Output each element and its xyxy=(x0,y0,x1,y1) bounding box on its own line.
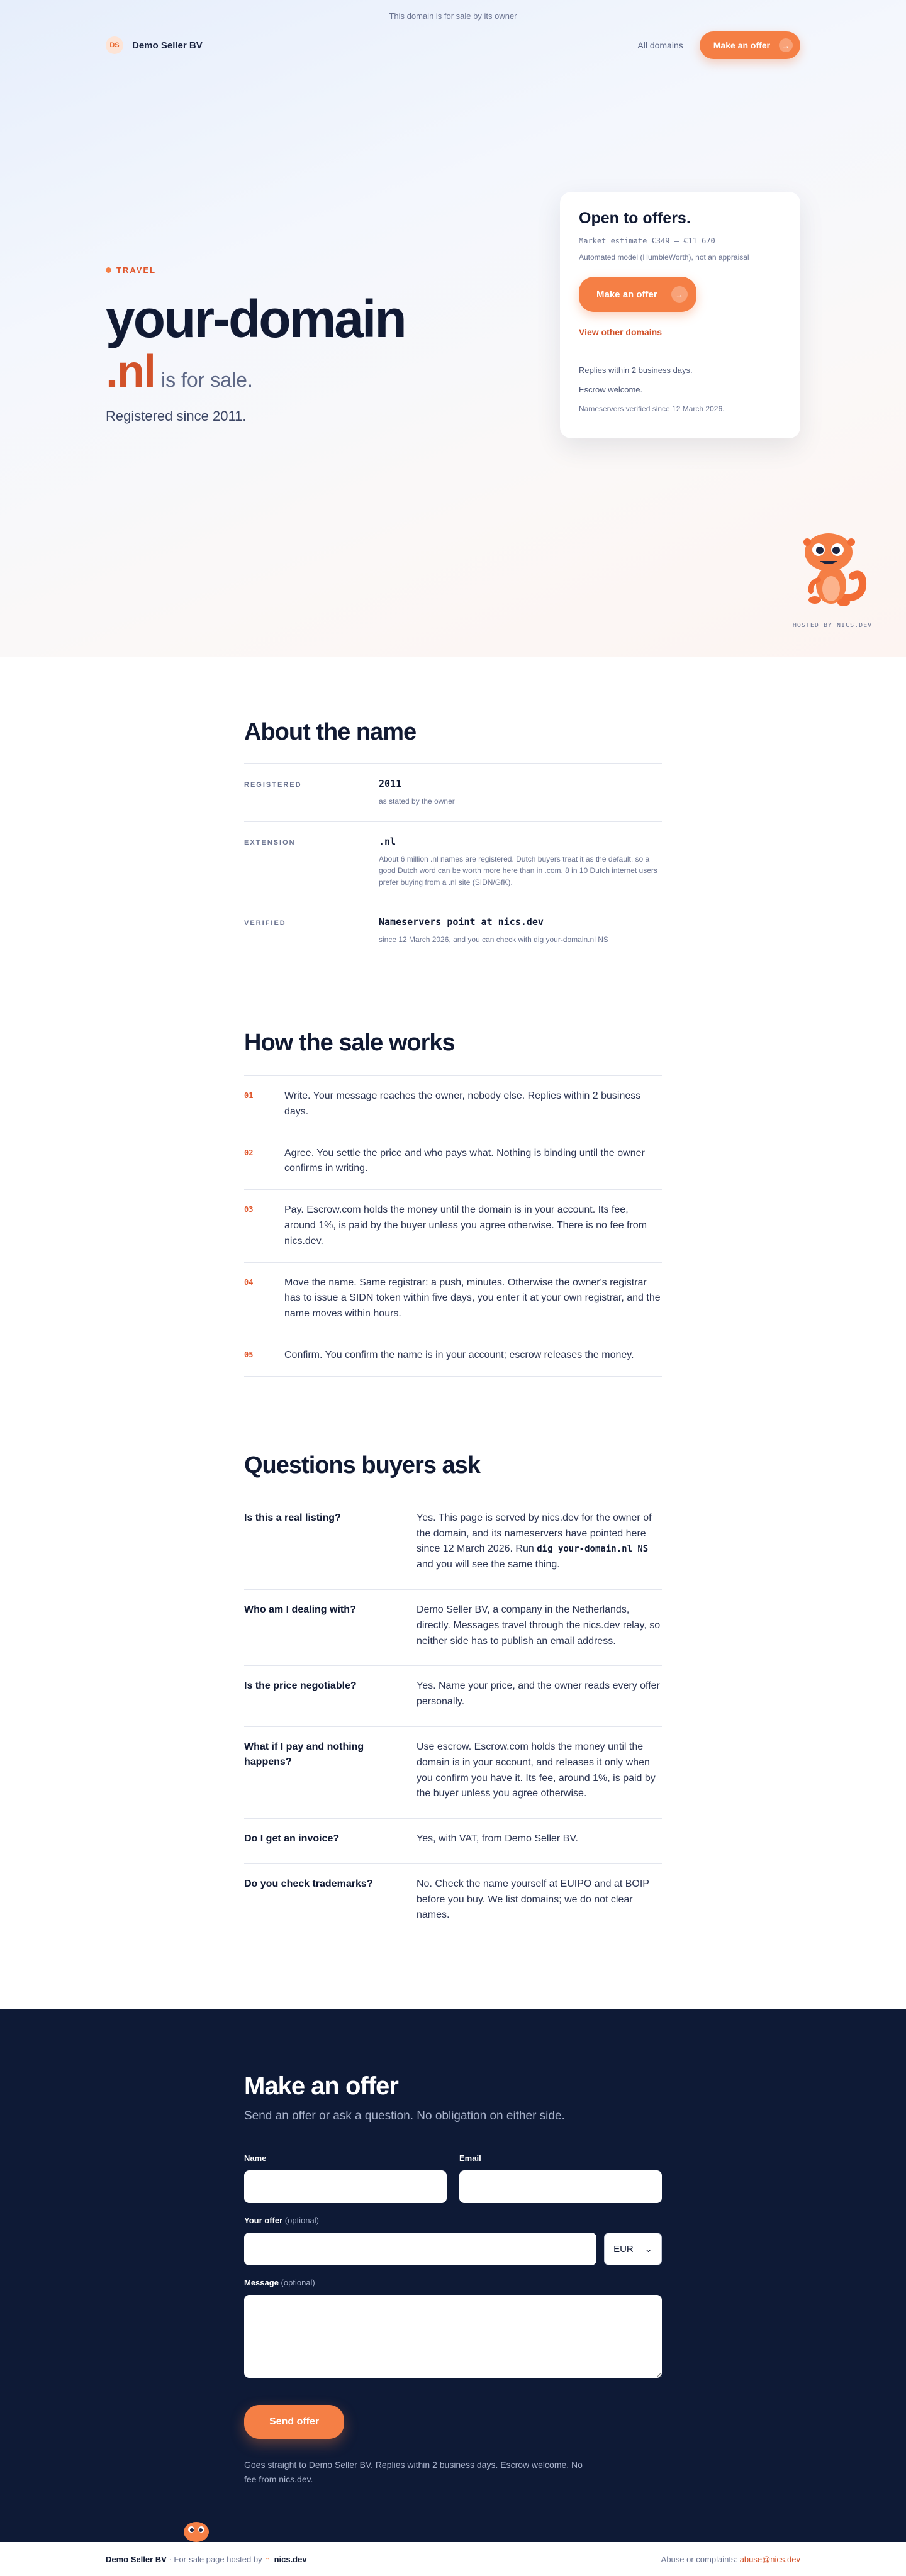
name-label: Name xyxy=(244,2153,267,2163)
offer-form-section xyxy=(0,2009,906,2542)
step-item xyxy=(244,1076,662,1133)
for-sale-text: is for sale. xyxy=(161,369,253,391)
about-label: EXTENSION xyxy=(244,838,296,847)
faq-item xyxy=(244,1819,662,1864)
offer-label-text: Your offer xyxy=(244,2216,283,2226)
nics-name: nics.dev xyxy=(274,2554,307,2564)
footer-hosted-text: · For-sale page hosted by xyxy=(169,2554,262,2564)
step-number: 04 xyxy=(244,1277,254,1287)
currency-select[interactable] xyxy=(604,2233,662,2265)
arrow-right-icon: → xyxy=(779,38,793,52)
step-text: Agree. You settle the price and who pays what. Nothing is binding until the owner confirms in writing. xyxy=(284,1147,645,1174)
top-nav xyxy=(106,30,800,60)
form-note: Goes straight to Demo Seller BV. Replies within 2 business days. Escrow welcome. No fee from nics.dev. xyxy=(244,2460,583,2484)
offer-field-group xyxy=(244,2216,662,2265)
step-text: Pay. Escrow.com holds the money until the domain is in your account. Its fee, around 1%, is paid by the buyer unless you agree otherwise. There is no fee from nics.dev. xyxy=(284,1204,647,1246)
hero xyxy=(0,0,906,657)
registered-since: Registered since 2011. xyxy=(106,408,247,424)
reply-time-note: Replies within 2 business days. xyxy=(579,365,693,375)
abuse-email-link[interactable]: abuse@nics.dev xyxy=(739,2554,800,2564)
view-other-domains-link[interactable]: View other domains xyxy=(579,327,662,337)
card-make-offer-button[interactable] xyxy=(579,277,696,312)
about-title: About the name xyxy=(244,719,417,745)
faq-title: Questions buyers ask xyxy=(244,1452,480,1479)
brand-logo-icon: DS xyxy=(106,36,123,54)
about-value: .nl xyxy=(379,835,396,847)
card-make-offer-label: Make an offer xyxy=(596,289,657,300)
faq-item xyxy=(244,1666,662,1727)
faq-question: Is the price negotiable? xyxy=(244,1680,357,1692)
about-label: VERIFIED xyxy=(244,919,286,928)
nics-link[interactable] xyxy=(264,2555,306,2564)
category-label: TRAVEL xyxy=(116,265,157,275)
step-text: Confirm. You confirm the name is in your account; escrow releases the money. xyxy=(284,1349,634,1360)
hosted-by-label: HOSTED BY NICS.DEV xyxy=(792,622,873,629)
about-section xyxy=(244,657,662,960)
step-number: 03 xyxy=(244,1205,254,1214)
category-tag xyxy=(106,265,405,275)
name-field-group xyxy=(244,2153,447,2203)
nav-make-offer-button[interactable] xyxy=(700,31,800,59)
faq-question: What if I pay and nothing happens? xyxy=(244,1741,364,1767)
nics-logo-icon: ∩ xyxy=(264,2554,271,2564)
faq-question: Do I get an invoice? xyxy=(244,1833,340,1845)
hero-headline xyxy=(106,265,405,425)
domain-name: your-domain xyxy=(106,289,405,348)
about-sub: as stated by the owner xyxy=(379,797,455,806)
step-item xyxy=(244,1190,662,1262)
faq-answer: Demo Seller BV, a company in the Netherlands, directly. Messages travel through the nics.dev relay, so neither side has to publish an email address. xyxy=(417,1604,661,1646)
about-row-registered xyxy=(244,764,662,822)
step-item xyxy=(244,1263,662,1335)
form-subtitle: Send an offer or ask a question. No obligation on either side. xyxy=(244,2109,565,2123)
message-label-text: Message xyxy=(244,2278,279,2288)
footer-right xyxy=(661,2555,800,2564)
faq-answer: Use escrow. Escrow.com holds the money until the domain is in your account, and releases it only when you confirm you have it. Its fee, around 1%, is paid by the buyer unless you agree otherwise. xyxy=(417,1741,656,1799)
footer-brand: Demo Seller BV xyxy=(106,2554,167,2564)
faq-question: Do you check trademarks? xyxy=(244,1878,373,1889)
form-fields xyxy=(244,2153,662,2381)
steps-title: How the sale works xyxy=(244,1029,455,1056)
offer-card xyxy=(560,192,800,438)
faq-answer xyxy=(417,1511,662,1573)
about-sub: since 12 March 2026, and you can check with dig your-domain.nl NS xyxy=(379,935,608,945)
about-rows xyxy=(244,763,662,960)
arrow-right-icon: → xyxy=(671,286,688,303)
footer-left xyxy=(106,2555,307,2564)
footer xyxy=(0,2542,906,2576)
offer-optional: (optional) xyxy=(284,2216,319,2226)
send-offer-button[interactable]: Send offer xyxy=(244,2405,344,2439)
sale-notice: This domain is for sale by its owner xyxy=(389,11,517,21)
offer-input-row xyxy=(244,2233,662,2265)
email-input[interactable] xyxy=(459,2170,662,2203)
faq-answer: No. Check the name yourself at EUIPO and at BOIP before you buy. We list domains; we do not clear names. xyxy=(417,1878,649,1921)
message-label xyxy=(244,2278,662,2287)
faq-answer: Yes. Name your price, and the owner reads every offer personally. xyxy=(417,1680,660,1707)
name-email-row xyxy=(244,2153,662,2203)
step-item xyxy=(244,1335,662,1377)
salamander-peek-icon xyxy=(182,2517,210,2542)
tld-line xyxy=(106,347,405,397)
faq-question: Who am I dealing with? xyxy=(244,1604,356,1615)
about-value-wrap xyxy=(379,778,662,808)
about-row-verified xyxy=(244,902,662,960)
chevron-down-icon: ⌄ xyxy=(644,2244,652,2255)
about-value-wrap xyxy=(379,916,662,946)
market-estimate: Market estimate €349 – €11 670 xyxy=(579,236,715,245)
step-text: Write. Your message reaches the owner, nobody else. Replies within 2 business days. xyxy=(284,1090,641,1117)
step-number: 01 xyxy=(244,1091,254,1100)
email-field-group xyxy=(459,2153,662,2203)
category-dot-icon xyxy=(106,267,111,273)
brand-name: Demo Seller BV xyxy=(132,40,203,51)
currency-value: EUR xyxy=(613,2243,634,2255)
step-item xyxy=(244,1133,662,1191)
about-value-wrap xyxy=(379,836,662,889)
step-number: 05 xyxy=(244,1350,254,1359)
step-text: Move the name. Same registrar: a push, minutes. Otherwise the owner's registrar has to issue a SIDN token within five days, you enter it at your own registrar, and the name moves within hours. xyxy=(284,1277,661,1319)
message-field-group xyxy=(244,2278,662,2381)
sale-steps-section xyxy=(244,960,662,1377)
dig-command: dig your-domain.nl NS xyxy=(537,1544,649,1555)
escrow-note: Escrow welcome. xyxy=(579,385,643,394)
faq-item xyxy=(244,1864,662,1940)
offer-card-title: Open to offers. xyxy=(579,209,691,227)
faq-item xyxy=(244,1498,662,1590)
steps-list xyxy=(244,1075,662,1377)
about-row-extension xyxy=(244,822,662,903)
faq-answer-text-end: and you will see the same thing. xyxy=(417,1559,560,1570)
name-input[interactable] xyxy=(244,2170,447,2203)
faq-question: Is this a real listing? xyxy=(244,1512,341,1523)
step-number: 02 xyxy=(244,1148,254,1157)
message-textarea[interactable] xyxy=(244,2295,662,2378)
about-value: 2011 xyxy=(379,778,402,789)
about-sub: About 6 million .nl names are registered. Dutch buyers treat it as the default, so a good Dutch word can be worth more here than in .com. 8 in 10 Dutch internet users prefer buying from a .nl site (SIDN/GfK). xyxy=(379,854,657,887)
email-label: Email xyxy=(459,2153,481,2163)
verified-note: Nameservers verified since 12 March 2026. xyxy=(579,404,725,413)
nav-actions xyxy=(637,31,800,59)
faq-answer-text: Yes. This page is served by nics.dev for the owner of the domain, and its nameservers have pointed here since 12 March 2026. Run xyxy=(417,1512,652,1555)
abuse-label: Abuse or complaints: xyxy=(661,2554,738,2564)
all-domains-link[interactable]: All domains xyxy=(637,40,683,50)
domain-tld: .nl xyxy=(106,347,155,397)
offer-amount-input[interactable] xyxy=(244,2233,596,2265)
faq-section xyxy=(244,1377,662,1941)
salamander-mascot-icon xyxy=(795,522,870,616)
brand[interactable] xyxy=(106,36,203,54)
about-value: Nameservers point at nics.dev xyxy=(379,916,544,928)
faq-item xyxy=(244,1727,662,1819)
about-label: REGISTERED xyxy=(244,781,302,789)
form-title: Make an offer xyxy=(244,2072,398,2101)
faq-answer: Yes, with VAT, from Demo Seller BV. xyxy=(417,1833,578,1845)
offer-form xyxy=(244,2072,662,2486)
faq-list xyxy=(244,1498,662,1941)
offer-label xyxy=(244,2216,662,2225)
faq-item xyxy=(244,1590,662,1666)
estimate-model-note: Automated model (HumbleWorth), not an appraisal xyxy=(579,253,749,262)
mascot xyxy=(791,522,873,629)
nav-make-offer-label: Make an offer xyxy=(713,40,770,50)
message-optional: (optional) xyxy=(281,2278,315,2288)
